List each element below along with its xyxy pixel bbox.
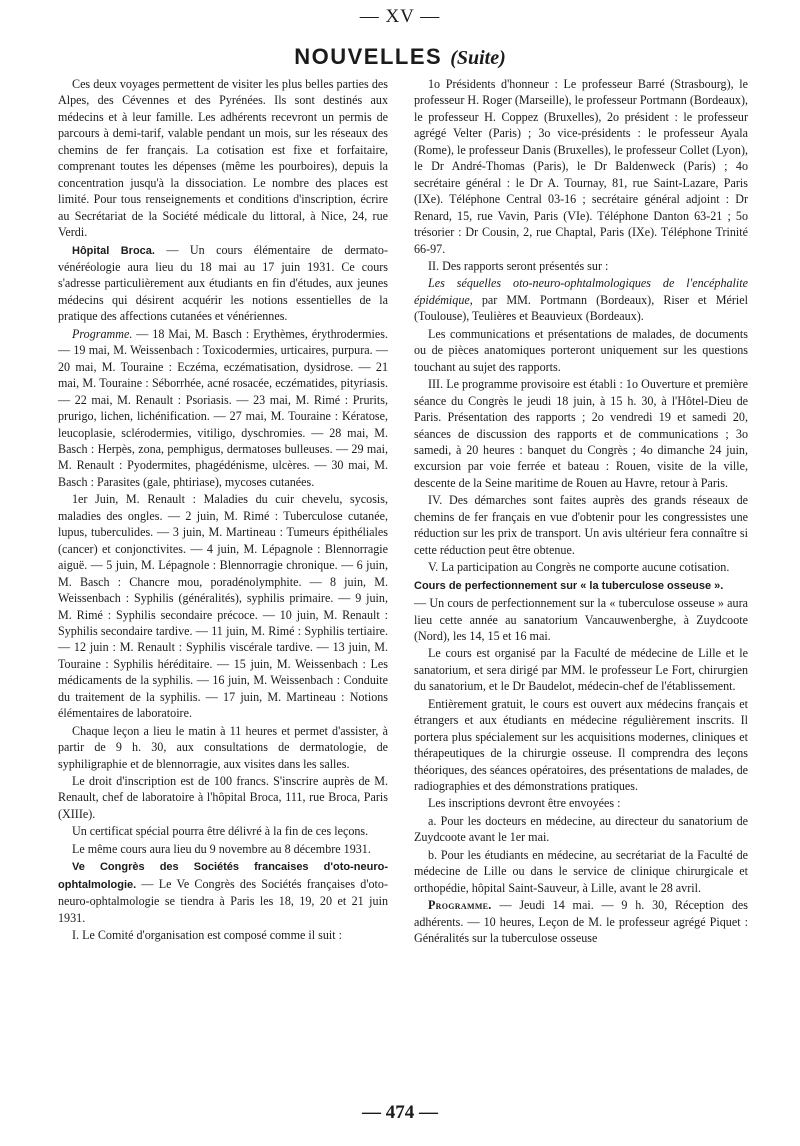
paragraph-cours: — Un cours de perfectionnement sur la « tuberculose osseuse » aura lieu cette année au sanatorium Vancauwenberghe, à Zuydcoote (Nord), les 14, 15 et 16 mai. [414, 596, 748, 643]
paragraph-b: b. Pour les étudiants en médecine, au secrétariat de la Faculté de médecine de Lille ou dans le service de clinique chirurgicale et orthopédie, hôpital Saint-Sauveur, à Lille, avant le 28 avril. [414, 847, 748, 895]
paragraph-gratuit: Entièrement gratuit, le cours est ouvert aux médecins français et étrangers et aux étudiants en médecine régulièrement inscrits. Il portera plus spécialement sur les acquisitions modernes, cliniques et thérapeutiques de la chirurgie osseuse. Il comprendra des leçons théoriques, des séances opératoires, des présentations de malades, de radiographies et des démonstrations pratiques. [414, 696, 748, 794]
left-column [58, 76, 388, 944]
paragraph-droit: Le droit d'inscription est de 100 francs. S'inscrire auprès de M. Renault, chef de laboratoire à l'hôpital Broca, 111, rue Broca, Paris (XIIIe). [58, 774, 388, 821]
paragraph-voyages: Ces deux voyages permettent de visiter les plus belles parties des Alpes, des Cévennes et des Pyrénées. Ils sont destinés aux médecins et à leur famille. Les adhérents recevront un permis de parcours à demi-tarif, valable pendant un mois, sur les réseaux des chemins de fer français. La cotisation est fixe et forfaitaire, comprenant toutes les dépenses (même les pourboires), depuis la concentration jusqu'à la dissociation. Le nombre des places est limité. Pour tous renseignements et conditions d'inscription, écrire au Secrétariat de la Société médicale du littoral, à Nice, 24, rue Verdi. [58, 77, 388, 240]
paragraph-lecon: Chaque leçon a lieu le matin à 11 heures et permet d'assister, à partir de 9 h. 30, aux consultations de dermatologie, de syphiligraphie et de blennorragie, aux visites dans les salles. [58, 723, 388, 771]
title-main: NOUVELLES [294, 44, 443, 69]
heading-congres: Ve Congrès des Sociétés francaises d'oto-neuro-ophtalmologie. [58, 861, 388, 891]
label-programme: Programme. [72, 326, 133, 341]
heading-cours-tuberculose: Cours de perfectionnement sur « la tuberculose osseuse ». [414, 579, 724, 592]
paragraph-congres: Ve Congrès des Sociétés francaises d'oto-neuro-ophtalmologie. — Le Ve Congrès des Sociétés françaises d'oto-neuro-ophtalmologie se tiendra à Paris les 18, 19, 20 et 21 juin 1931. [58, 861, 388, 925]
paragraph-rapports: Les séquelles oto-neuro-ophtalmologiques de l'encéphalite épidémique, par MM. Portmann (Bordeaux), Riser et Mériel (Toulouse), Teulières et Beauvieux (Bordeaux). [414, 276, 748, 324]
paragraph-broca: Hôpital Broca. — Un cours élémentaire de dermato-vénéréologie aura lieu du 18 mai au 17 juin 1931. Ce cours s'adresse particulièrement aux étudiants en fin d'études, aux jeunes médecins qui désirent acquérir les notions essentielles de la pratique des affections cutanées et vénériennes. [58, 242, 388, 324]
paragraph-communications: Les communications et présentations de malades, de documents ou de pièces anatomiques porteront uniquement sur les questions touchant au sujet des rapports. [414, 326, 748, 374]
label-programme-cours: Programme. [428, 898, 492, 913]
section-title [0, 44, 800, 70]
paragraph-comite: I. Le Comité d'organisation est composé comme il suit : [72, 928, 342, 943]
right-column [414, 76, 748, 947]
paragraph-inscriptions: Les inscriptions devront être envoyées : [428, 796, 621, 811]
paragraph-participation: V. La participation au Congrès ne comporte aucune cotisation. [428, 560, 730, 575]
paragraph-a: a. Pour les docteurs en médecine, au directeur du sanatorium de Zuydcoote avant le 1er mai. [414, 813, 748, 845]
paragraph-programme-provisoire: III. Le programme provisoire est établi : 1o Ouverture et première séance du Congrès le jeudi 18 juin, à 15 h. 30, à l'Hôtel-Dieu de Paris. Présentation des rapports ; 2o vendredi 19 et samedi 20, séances de discussion des rapports et de communications ; 3o samedi, à 20 heures : banquet du Congrès ; 4o dimanche 24 juin, excursion par voie ferrée et bateau : Rouen, visite de la ville, descente de la Seine maritime de Rouen au Havre, retour à Paris. [414, 377, 748, 490]
paragraph-programme-cours: Programme. — Jeudi 14 mai. — 9 h. 30, Réception des adhérents. — 10 heures, Leçon de M. le professeur agrégé Piquet : Généralités sur la tuberculose osseuse [414, 898, 748, 946]
page-number: — 474 — [362, 1102, 438, 1123]
paragraph-programme-may: Programme. — 18 Mai, M. Basch : Erythèmes, érythrodermies. — 19 mai, M. Weissenbach : Toxicodermies, urticaires, purpura. — 20 mai, M. Touraine : Eczéma, eczématisation, dysidrose. — 21 mai, M. Touraine : Séborrhée, acné rosacée, eczématides, pityriasis. — 22 mai, M. Renault : Psoriasis. — 23 mai, M. Rimé : Prurits, prurigo, lichen, lichénification. — 27 mai, M. Touraine : Kératose, leucoplasie, sclérodermies, vitiligo, dyschromies. — 28 mai, M. Basch : Herpès, zona, pemphigus, dermatoses bulleuses. — 29 mai, M. Renault : Pyodermites, phagédénisme, ulcères. — 30 mai, M. Basch : Parasites (gale, phtiriase), mycoses cutanées. [58, 326, 388, 489]
paragraph-presidents: 1o Présidents d'honneur : Le professeur Barré (Strasbourg), le professeur H. Roger (Marseille), le professeur Portmann (Bordeaux), le professeur H. Coppez (Bruxelles), 2o président : le professeur agrégé Velter (Paris) ; 3o vice-présidents : le professeur Ayala (Rome), le professeur Danis (Bruxelles), le professeur Collet (Lyon), le Dr André-Thomas (Paris), le Dr Baldenweck (Paris) ; 4o secrétaire général : le Dr A. Tournay, 81, rue Saint-Lazare, Paris (IXe). Téléphone Central 03-16 ; secrétaire général adjoint : Dr Renard, 15, rue Vavin, Paris (VIe). Téléphone Danton 63-21 ; 5o trésorier : Dr Cousin, 2, rue Chaptal, Paris (IXe). Téléphone Trinité 66-97. [414, 77, 748, 256]
heading-hopital-broca: Hôpital Broca. [72, 244, 155, 257]
paragraph-organise: Le cours est organisé par la Faculté de médecine de Lille et le sanatorium, et sera dirigé par MM. le professeur Le Fort, chirurgien du sanatorium, et le Dr Baudelot, médecin-chef de l'établissement. [414, 646, 748, 694]
page-header-roman: — XV — [359, 6, 441, 27]
rapport-title: Les séquelles oto-neuro-ophtalmologiques de l'encéphalite épidémique, [414, 276, 748, 307]
paragraph-meme-cours: Le même cours aura lieu du 9 novembre au 8 décembre 1931. [72, 841, 371, 856]
title-suite: (Suite) [450, 47, 506, 69]
paragraph-certificat: Un certificat spécial pourra être délivré à la fin de ces leçons. [72, 824, 369, 839]
paragraph-programme-june: 1er Juin, M. Renault : Maladies du cuir chevelu, sycosis, maladies des ongles. — 2 juin, M. Rimé : Tuberculose cutanée, lupus, tuberculides. — 3 juin, M. Martineau : Tumeurs épithéliales (cancer) et conjonctivites. — 4 juin, M. Lépagnole : Blennorragie aiguë. — 5 juin, M. Lépagnole : Blennorragie chronique. — 6 juin, M. Basch : Chancre mou, poradénolymphite. — 8 juin, M. Weissenbach : Syphilis (généralités), syphilis primaire. — 9 juin, M. Rimé : Syphilis secondaire précoce. — 10 juin, M. Renault : Syphilis secondaire tardive. — 11 juin, M. Rimé : Syphilis tertiaire. — 12 juin : M. Renault : Syphilis viscérale tardive. — 13 juin, M. Touraine : Syphilis héréditaire. — 15 juin, M. Weissenbach : Les médicaments de la syphilis. — 16 juin, M. Weissenbach : Conduite du traitement de la syphilis. — 17 juin, M. Martineau : Notions élémentaires de laboratoire. [58, 492, 388, 721]
paragraph-rapports-intro: II. Des rapports seront présentés sur : [428, 258, 609, 273]
paragraph-demarches: IV. Des démarches sont faites auprès des grands réseaux de chemins de fer français en vue d'obtenir pour les congressistes une réduction sur les prix de transport. Un avis ultérieur fera connaître si cette réduction peut être obtenue. [414, 493, 748, 557]
